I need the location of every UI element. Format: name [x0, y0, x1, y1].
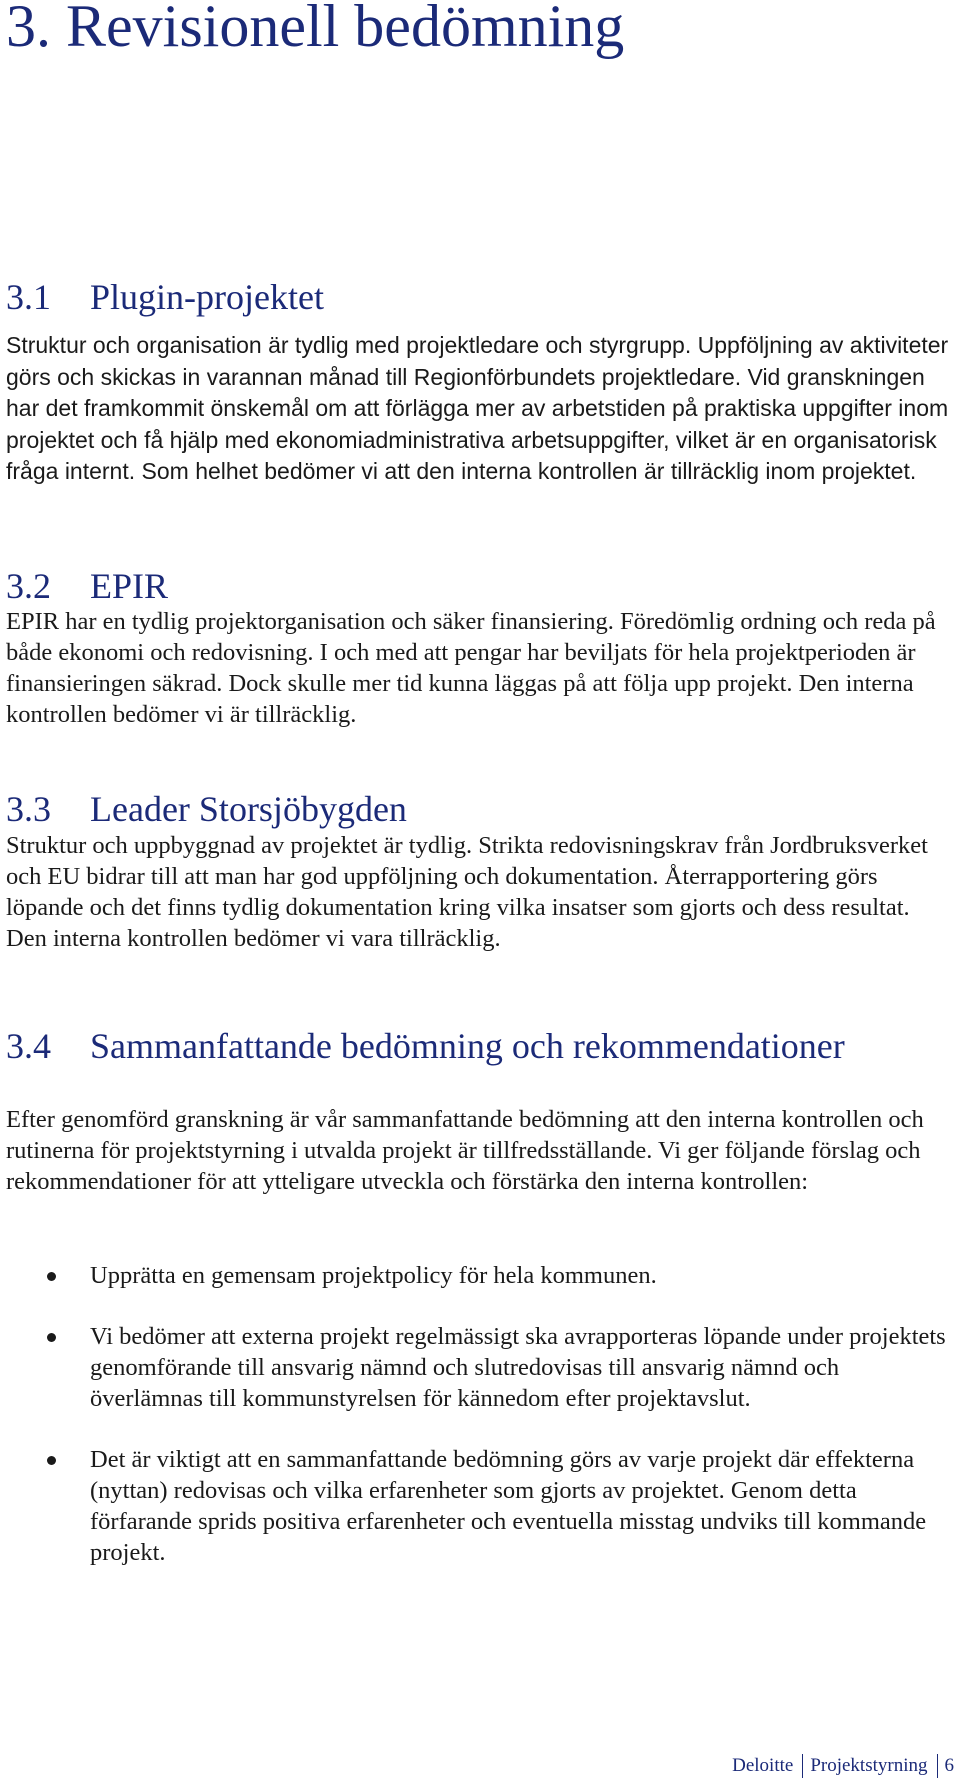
list-item-text: Vi bedömer att externa projekt regelmässigt ska avrapporteras löpande under projektets genomförande till ansvarig nämnd och slutredovisas till ansvarig nämnd och överlämnas till kommunstyrelsen för kännedom efter projektavslut. — [90, 1323, 946, 1412]
section-title: Leader Storsjöbygden — [90, 789, 407, 829]
section-number: 3.1 — [6, 277, 51, 317]
section-title: Plugin-projektet — [90, 277, 324, 317]
section-number: 3.4 — [6, 1026, 51, 1066]
bullet-icon — [47, 1456, 56, 1465]
section-number: 3.3 — [6, 789, 51, 829]
footer-company: Deloitte — [732, 1755, 794, 1776]
page-heading: 3. Revisionell bedömning — [6, 0, 625, 59]
bullet-icon — [47, 1333, 56, 1342]
list-item — [0, 1260, 950, 1291]
section-body-3-1: Struktur och organisation är tydlig med projektledare och styrgrupp. Uppföljning av aktiviteter görs och skickas in varannan månad till Regionförbundets projektledare. Vid granskningen har det framkommit önskemål om att förlägga mer av arbetstiden på praktiska uppgifter inom projektet och få hjälp med ekonomiadministrativa arbetsuppgifter, vilket är en organisatorisk fråga internt. Som helhet bedömer vi att den interna kontrollen är tillräcklig inom projektet. — [6, 332, 949, 484]
section-title: EPIR — [90, 566, 169, 606]
footer-divider — [802, 1754, 803, 1778]
list-item — [0, 1444, 950, 1568]
list-item-text: Det är viktigt att en sammanfattande bedömning görs av varje projekt där effekterna (nyttan) redovisas och vilka erfarenheter som gjorts av projektet. Genom detta förfarande sprids positiva erfarenheter och eventuella misstag undviks till kommande projekt. — [90, 1446, 927, 1566]
section-heading-3-3 — [6, 788, 407, 830]
bullet-icon — [47, 1272, 56, 1281]
section-body-3-4: Efter genomförd granskning är vår sammanfattande bedömning att den interna kontrollen och rutinerna för projektstyrning i utvalda projekt är tillfredsställande. Vi ger följande förslag och rekommendationer för att ytteligare utveckla och förstärka den interna kontrollen: — [6, 1106, 924, 1195]
footer-divider — [937, 1754, 938, 1778]
page-number: 6 — [944, 1755, 954, 1776]
list-item — [0, 1321, 950, 1414]
section-title: Sammanfattande bedömning och rekommendationer — [90, 1026, 845, 1066]
section-heading-3-1 — [6, 276, 324, 318]
section-heading-3-2 — [6, 565, 168, 607]
section-heading-3-4 — [6, 1025, 845, 1067]
recommendation-list — [0, 1260, 950, 1568]
section-number: 3.2 — [6, 566, 51, 606]
section-body-3-2: EPIR har en tydlig projektorganisation och säker finansiering. Föredömlig ordning och reda på både ekonomi och redovisning. I och med att pengar har beviljats för hela projektperioden är finansieringen säkrad. Dock skulle mer tid kunna läggas på att följa upp projekt. Den interna kontrollen bedömer vi är tillräcklig. — [6, 608, 936, 728]
page-footer — [732, 1754, 954, 1778]
section-body-3-3: Struktur och uppbyggnad av projektet är tydlig. Strikta redovisningskrav från Jordbruksverket och EU bidrar till att man har god uppföljning och dokumentation. Återrapportering görs löpande och det finns tydlig dokumentation kring vilka insatser som gjorts och dess resultat. Den interna kontrollen bedömer vi vara tillräcklig. — [6, 832, 928, 952]
list-item-text: Upprätta en gemensam projektpolicy för hela kommunen. — [90, 1262, 657, 1289]
footer-doc-title: Projektstyrning — [810, 1755, 928, 1776]
